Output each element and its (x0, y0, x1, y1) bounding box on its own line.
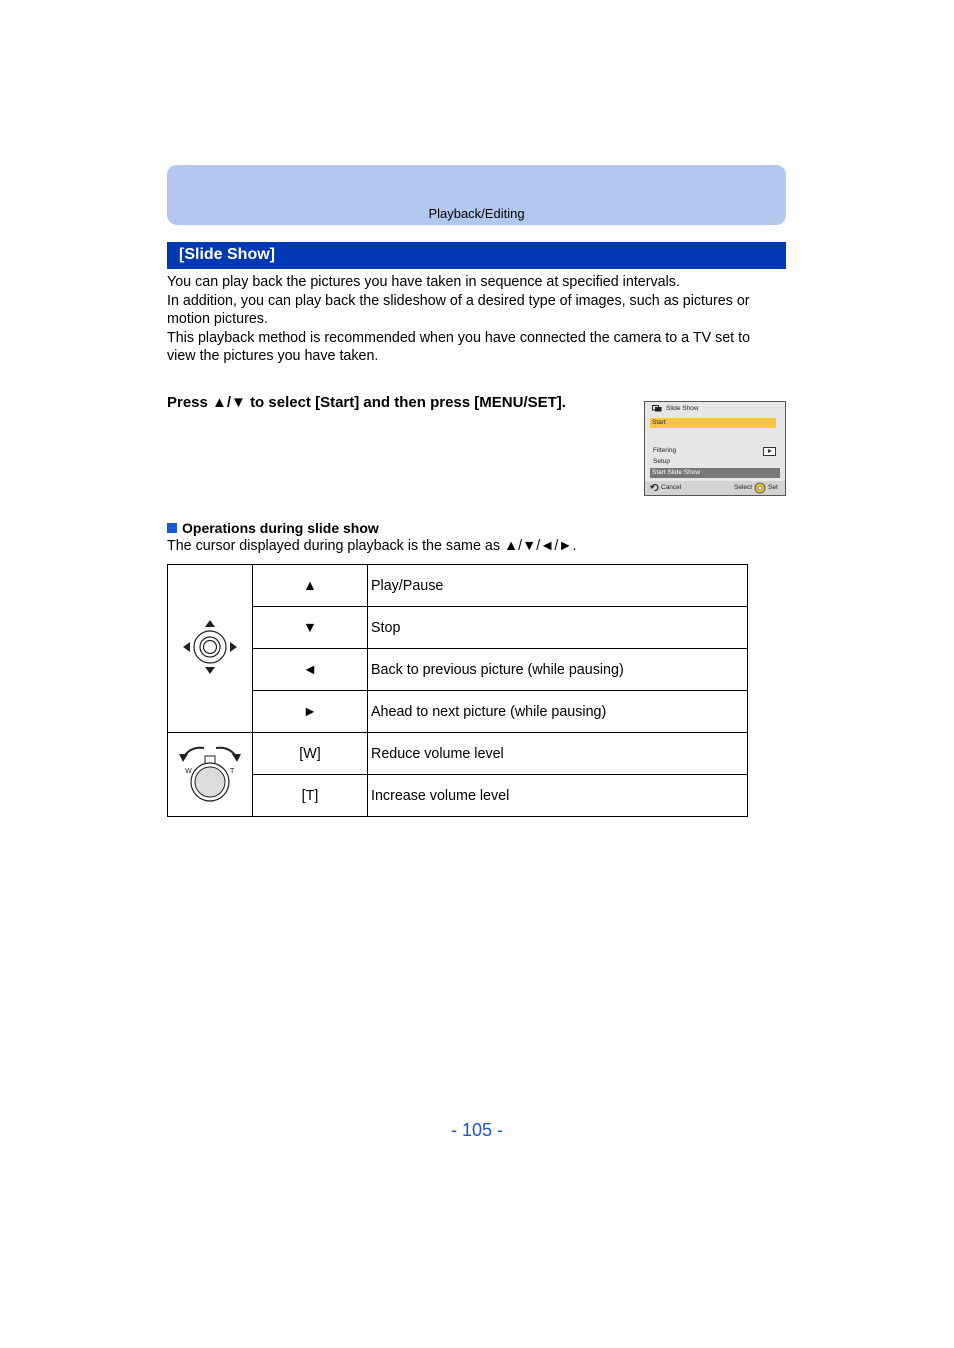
action-label: Reduce volume level (368, 733, 748, 775)
camera-set-label: Set (768, 484, 778, 491)
action-label: Play/Pause (368, 565, 748, 607)
intro-line: In addition, you can play back the slideshow of a desired type of images, such as pictures or (167, 292, 750, 309)
intro-line: You can play back the pictures you have taken in sequence at specified intervals. (167, 274, 680, 290)
table-row (168, 733, 748, 775)
table-row (168, 565, 748, 607)
camera-screen-illustration (644, 401, 786, 496)
table-row (168, 775, 748, 817)
key-w: [W] (253, 733, 368, 775)
camera-menu-title: Slide Show (666, 405, 699, 412)
intro-line: motion pictures. (167, 311, 268, 328)
camera-menu-item-filtering: Filtering (653, 447, 677, 454)
slideshow-icon (652, 405, 662, 412)
step-instruction: Press ▲/▼ to select [Start] and then press [MENU/SET]. (167, 394, 566, 411)
table-row (168, 691, 748, 733)
action-label: Stop (368, 607, 748, 649)
section-title-bar (167, 242, 786, 269)
key-left: ◄ (253, 649, 368, 691)
zoom-lever-cell (168, 733, 253, 817)
key-up: ▲ (253, 565, 368, 607)
camera-menu-item-setup: Setup (653, 458, 670, 465)
cursor-buttons-icon (178, 615, 242, 679)
key-t: [T] (253, 775, 368, 817)
operations-heading (167, 520, 379, 536)
camera-menu-footer (645, 481, 785, 495)
back-arrow-icon (650, 483, 659, 492)
operations-heading-text: Operations during slide show (182, 520, 379, 536)
table-row (168, 607, 748, 649)
zoom-t-label: T (230, 766, 235, 775)
zoom-w-label: W (185, 766, 192, 775)
action-label: Increase volume level (368, 775, 748, 817)
action-label: Ahead to next picture (while pausing) (368, 691, 748, 733)
square-bullet-icon (167, 523, 177, 533)
camera-select-label: Select (734, 484, 753, 491)
operations-table (167, 564, 748, 817)
table-row (168, 649, 748, 691)
camera-menu-item-start: Start (650, 418, 776, 428)
cursor-dial-icon (754, 482, 766, 494)
intro-line: This playback method is recommended when you have connected the camera to a TV set to (167, 329, 751, 346)
header-band (167, 165, 786, 225)
key-right: ► (253, 691, 368, 733)
page-number: - 105 - (450, 1120, 504, 1140)
camera-cancel-label: Cancel (661, 484, 682, 491)
intro-paragraph (167, 273, 787, 366)
intro-line: view the pictures you have taken. (167, 348, 379, 365)
camera-menu-start-slideshow-bar: Start Slide Show (650, 468, 780, 478)
playback-icon (763, 447, 776, 456)
key-down: ▼ (253, 607, 368, 649)
zoom-lever-icon (174, 740, 246, 806)
cursor-buttons-cell (168, 565, 253, 733)
section-title: [Slide Show] (179, 246, 275, 263)
section-label: Playback/Editing (428, 206, 525, 221)
operations-description: The cursor displayed during playback is the same as ▲/▼/◄/►. (167, 538, 577, 554)
action-label: Back to previous picture (while pausing) (368, 649, 748, 691)
